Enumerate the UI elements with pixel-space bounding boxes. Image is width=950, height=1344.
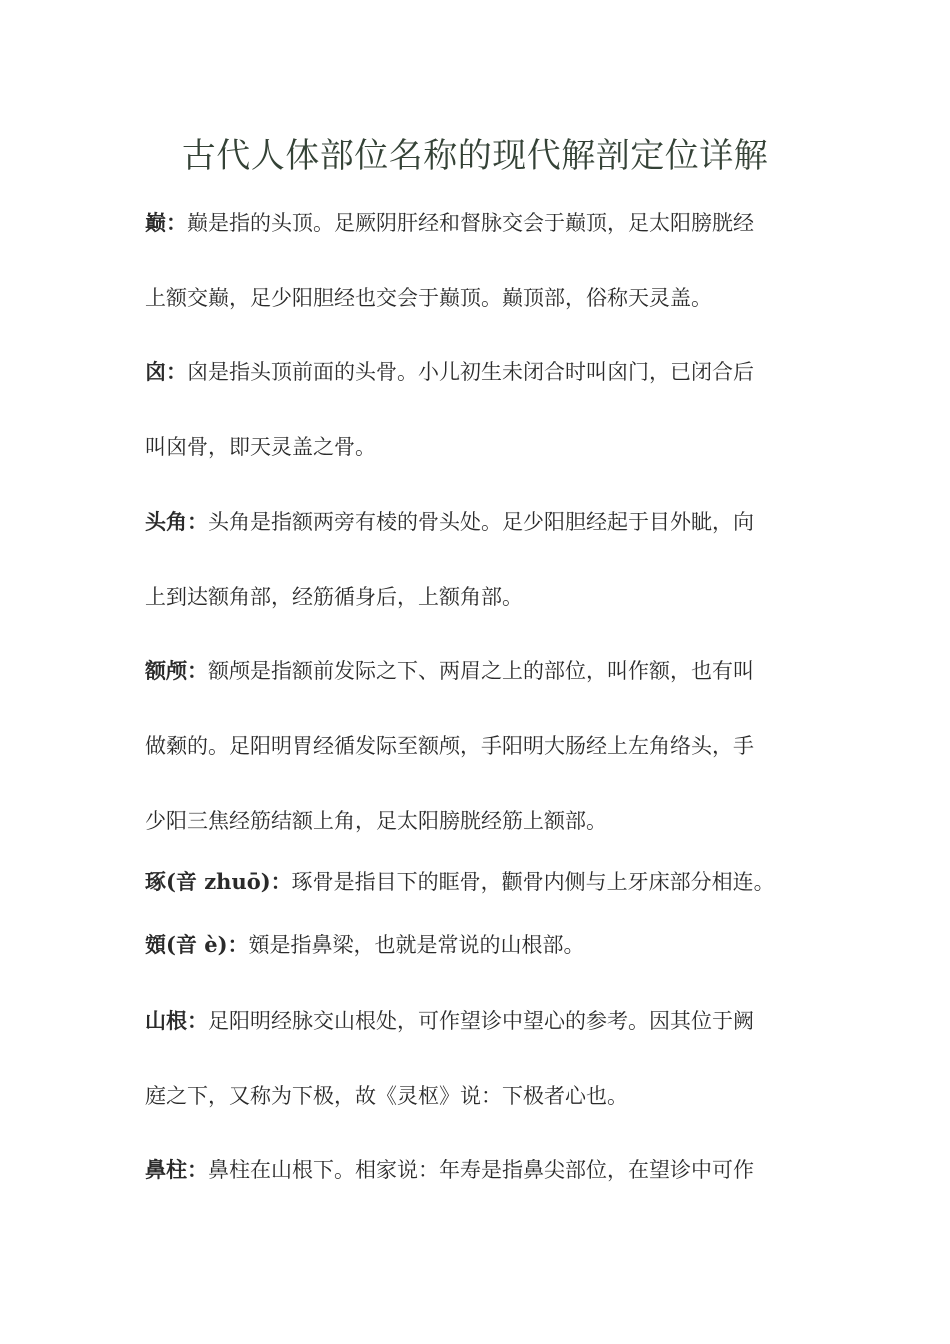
entry-text: 额颅是指额前发际之下、两眉之上的部位，叫作额，也有叫 [208,659,754,683]
entry-toujiao-line-1 [145,507,795,537]
entry-text: 足阳明经脉交山根处，可作望诊中望心的参考。因其位于阙 [208,1009,754,1033]
entry-term: 鼻柱： [145,1157,208,1182]
entry-elu-line-1 [145,656,795,686]
entry-term: 琢(音 zhuō)： [145,869,292,894]
entry-text: 上额交巅，足少阳胆经也交会于巅顶。巅顶部，俗称天灵盖。 [145,286,712,310]
entry-text: 做颡的。足阳明胃经循发际至额颅，手阳明大肠经上左角络头，手 [145,734,754,758]
entry-text: 頞是指鼻梁，也就是常说的山根部。 [248,933,585,957]
entry-text: 上到达额角部，经筋循身后，上额角部。 [145,585,523,609]
entry-text: 囟是指头顶前面的头骨。小儿初生未闭合时叫囟门，已闭合后 [187,360,754,384]
entry-elu-line-2 [145,731,795,761]
entry-toujiao-line-2 [145,582,795,612]
entry-elu-line-3 [145,806,795,836]
entry-text: 鼻柱在山根下。相家说：年寿是指鼻尖部位，在望诊中可作 [208,1158,754,1182]
entry-shangen-line-2 [145,1081,795,1111]
entry-text: 叫囟骨，即天灵盖之骨。 [145,435,376,459]
entry-text: 头角是指额两旁有棱的骨头处。足少阳胆经起于目外眦，向 [208,510,754,534]
entry-xin-line-1 [145,357,795,387]
entry-shangen-line-1 [145,1006,795,1036]
entry-text: 琢骨是指目下的眶骨，颧骨内侧与上牙床部分相连。 [291,870,775,894]
document-title: 古代人体部位名称的现代解剖定位详解 [181,136,769,176]
entry-text: 庭之下，又称为下极，故《灵枢》说：下极者心也。 [145,1084,628,1108]
entry-bizhu-line-1 [145,1155,795,1185]
entry-xin-line-2 [145,432,795,462]
entry-term: 巅： [145,210,187,235]
entry-dian-line-1 [145,208,795,238]
entry-term: 头角： [145,509,208,534]
entry-text: 少阳三焦经筋结额上角，足太阳膀胱经筋上额部。 [145,809,607,833]
entry-e-line-1 [145,930,795,960]
entry-zhuo-line-1 [145,867,795,897]
entry-term: 頞(音 è)： [145,932,249,957]
entry-term: 山根： [145,1008,208,1033]
entry-term: 额颅： [145,658,208,683]
entry-dian-line-2 [145,283,795,313]
entry-term: 囟： [145,359,187,384]
entry-text: 巅是指的头顶。足厥阴肝经和督脉交会于巅顶，足太阳膀胱经 [187,211,754,235]
